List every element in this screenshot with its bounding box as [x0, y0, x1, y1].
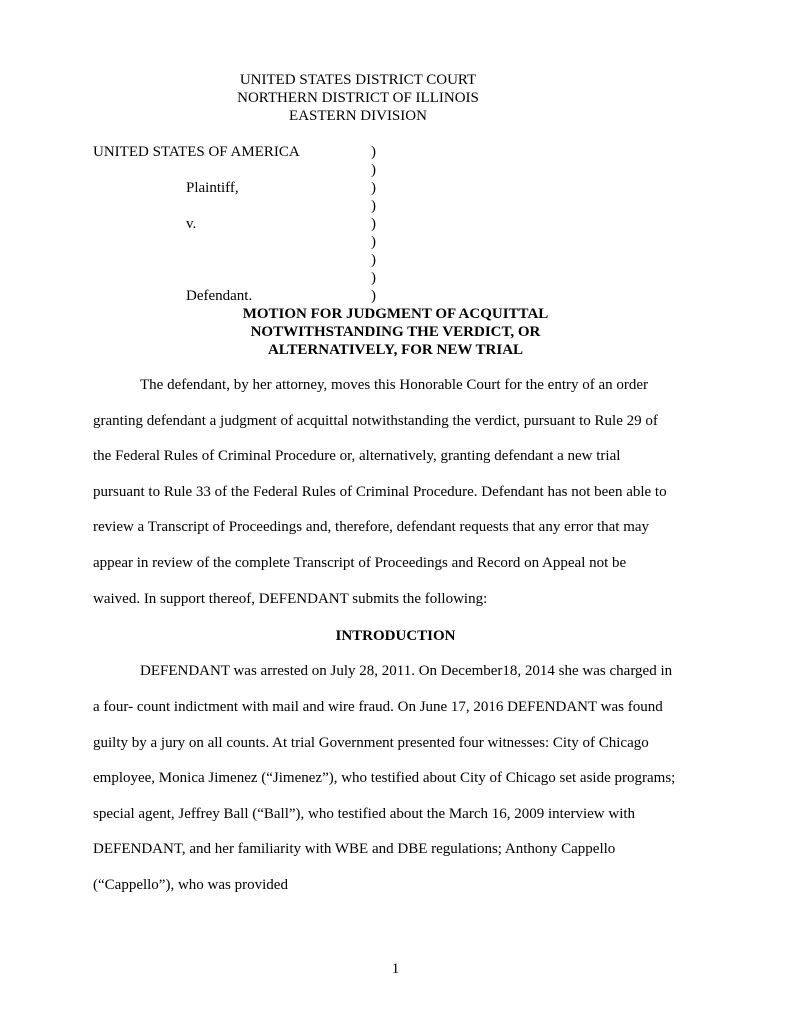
court-division: EASTERN DIVISION [289, 108, 427, 124]
paragraph-line: pursuant to Rule 33 of the Federal Rules of Criminal Procedure. Defendant has not been able to [93, 484, 667, 500]
paragraph-line: (“Cappello”), who was provided [93, 877, 288, 893]
caption-paren: ) [371, 234, 376, 250]
plaintiff-role: Plaintiff, [186, 180, 239, 196]
caption-paren: ) [371, 144, 376, 160]
paragraph-line: review a Transcript of Proceedings and, therefore, defendant requests that any error that may [93, 519, 650, 535]
caption-paren: ) [371, 252, 376, 268]
court-district: NORTHERN DISTRICT OF ILLINOIS [237, 90, 479, 106]
paragraph-line: granting defendant a judgment of acquittal notwithstanding the verdict, pursuant to Rule 29 of [93, 413, 658, 429]
paragraph-line: appear in review of the complete Transcript of Proceedings and Record on Appeal not be [93, 555, 627, 571]
caption-paren: ) [371, 162, 376, 178]
caption-paren: ) [371, 180, 376, 196]
paragraph-line: DEFENDANT was arrested on July 28, 2011. On December18, 2014 she was charged in [140, 663, 673, 679]
paragraph-line: guilty by a jury on all counts. At trial Government presented four witnesses: City of Chicago [93, 735, 649, 751]
paragraph-line: a four- count indictment with mail and wire fraud. On June 17, 2016 DEFENDANT was found [93, 699, 663, 715]
motion-title-line: MOTION FOR JUDGMENT OF ACQUITTAL [242, 306, 549, 322]
motion-title-line: ALTERNATIVELY, FOR NEW TRIAL [267, 342, 524, 358]
paragraph-line: the Federal Rules of Criminal Procedure or, alternatively, granting defendant a new trial [93, 448, 621, 464]
page-number: 1 [391, 961, 400, 977]
caption-paren: ) [371, 198, 376, 214]
paragraph-line: special agent, Jeffrey Ball (“Ball”), who testified about the March 16, 2009 interview with [93, 806, 636, 822]
caption-paren: ) [371, 216, 376, 232]
plaintiff-name: UNITED STATES OF AMERICA [93, 144, 300, 160]
caption-paren: ) [371, 270, 376, 286]
paragraph-line: The defendant, by her attorney, moves this Honorable Court for the entry of an order [140, 377, 649, 393]
paragraph-line: waived. In support thereof, DEFENDANT submits the following: [93, 591, 488, 607]
defendant-role: Defendant. [186, 288, 253, 304]
caption-paren: ) [371, 288, 376, 304]
section-heading-introduction: INTRODUCTION [335, 628, 456, 644]
versus: v. [186, 216, 197, 232]
paragraph-line: DEFENDANT, and her familiarity with WBE and DBE regulations; Anthony Cappello [93, 841, 616, 857]
paragraph-line: employee, Monica Jimenez (“Jimenez”), who testified about City of Chicago set aside programs; [93, 770, 676, 786]
court-name: UNITED STATES DISTRICT COURT [239, 72, 477, 88]
motion-title-line: NOTWITHSTANDING THE VERDICT, OR [250, 324, 541, 340]
